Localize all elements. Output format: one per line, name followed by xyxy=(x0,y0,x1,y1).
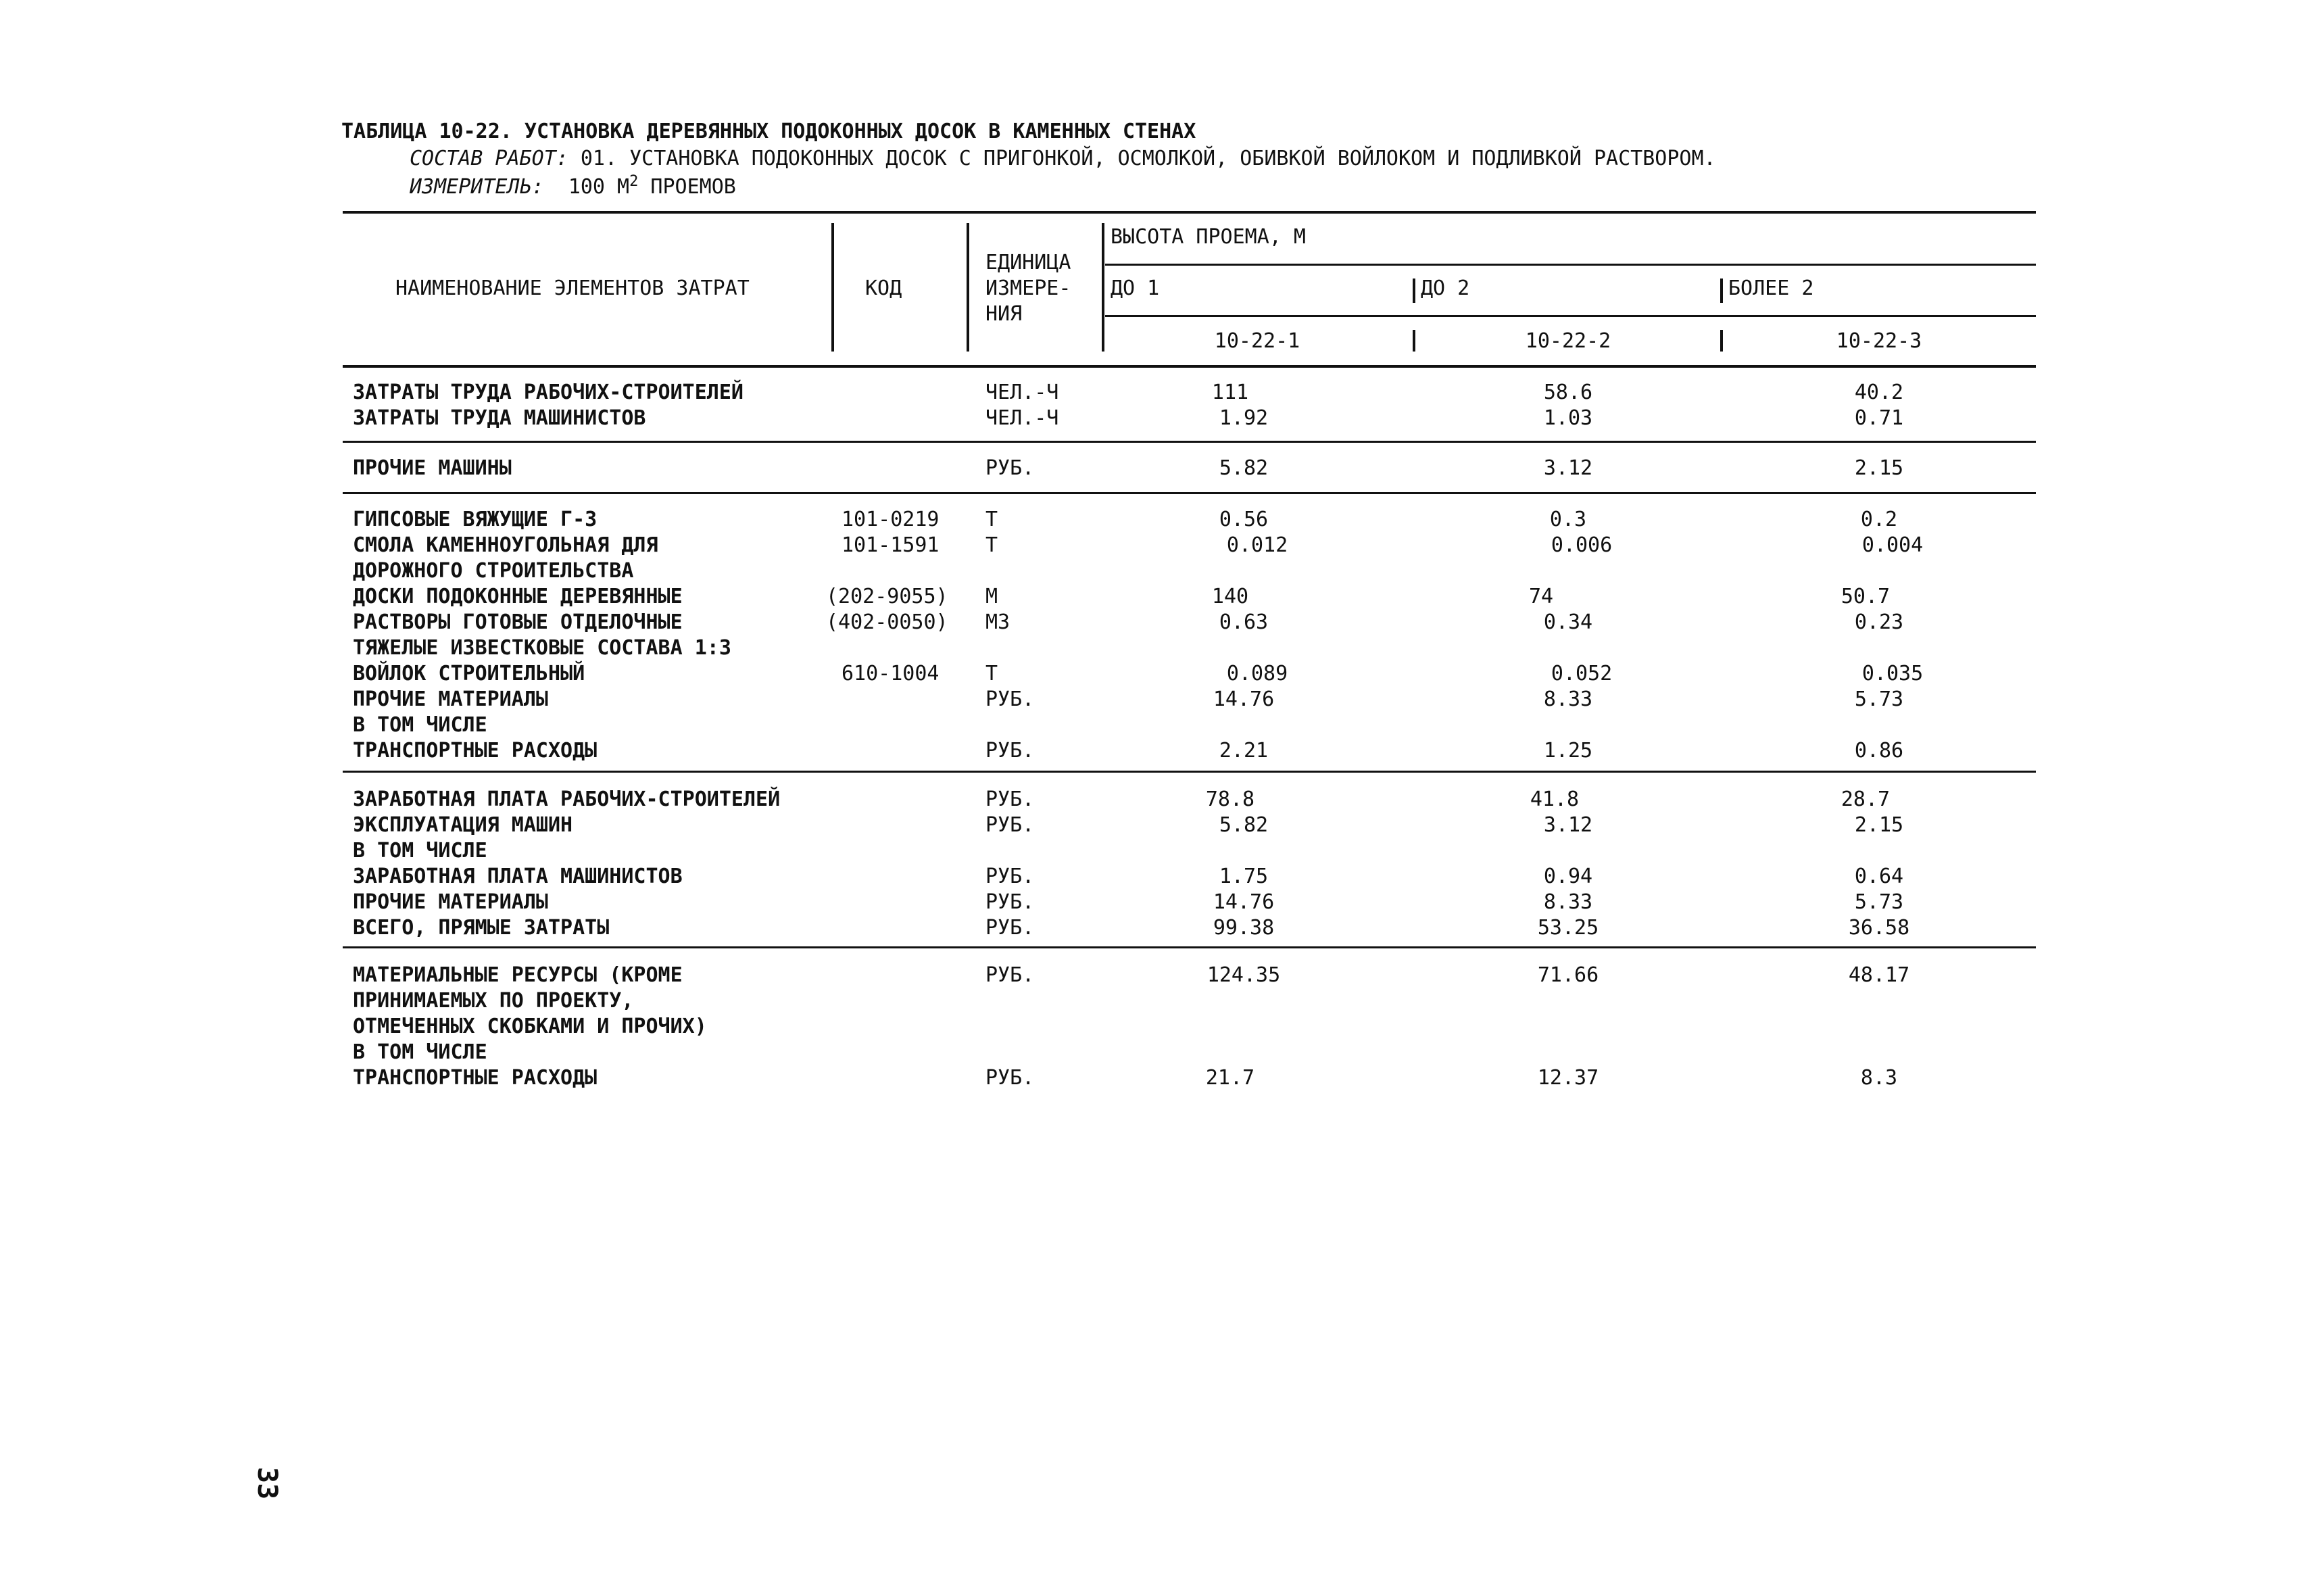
table-row-name: МАТЕРИАЛЬНЫЕ РЕСУРСЫ (КРОМЕ xyxy=(353,963,683,987)
table-row-code: (402-0050) xyxy=(826,610,948,634)
header-mid-rule-2 xyxy=(1105,315,2036,317)
table-row-value: 21.7 xyxy=(1205,1066,1255,1090)
table-row-value: 40.2 xyxy=(1854,381,1904,404)
table-row-value: 41.8 xyxy=(1530,788,1580,811)
table-row-value: 14.76 xyxy=(1213,687,1275,711)
table-row-name: В ТОМ ЧИСЛЕ xyxy=(353,1040,487,1064)
table-row-value: 1.75 xyxy=(1219,865,1269,888)
table-row-value: 0.035 xyxy=(1861,662,1924,685)
table-row-value: 0.34 xyxy=(1543,610,1593,634)
measure-label: ИЗМЕРИТЕЛЬ: xyxy=(410,175,544,199)
header-code-col: КОД xyxy=(865,276,902,300)
table-row-unit: РУБ. xyxy=(985,1066,1035,1090)
table-row-name: ДОРОЖНОГО СТРОИТЕЛЬСТВА xyxy=(353,559,634,583)
table-row-value: 111 xyxy=(1211,381,1249,404)
measure-line xyxy=(410,174,736,197)
table-row-name: В ТОМ ЧИСЛЕ xyxy=(353,839,487,863)
table-row-unit: Т xyxy=(985,508,998,531)
table-row-value: 5.73 xyxy=(1854,687,1904,711)
table-row-name: ТРАНСПОРТНЫЕ РАСХОДЫ xyxy=(353,739,598,763)
table-row-name: ДОСКИ ПОДОКОННЫЕ ДЕРЕВЯННЫЕ xyxy=(353,585,683,608)
table-row-code: 101-0219 xyxy=(842,508,940,531)
table-row-value: 0.94 xyxy=(1543,865,1593,888)
table-row-value: 14.76 xyxy=(1213,890,1275,914)
table-row-value: 0.86 xyxy=(1854,739,1904,763)
table-row-value: 8.3 xyxy=(1860,1066,1898,1090)
measure-sup: 2 xyxy=(629,173,639,190)
header-name-col: НАИМЕНОВАНИЕ ЭЛЕМЕНТОВ ЗАТРАТ xyxy=(395,276,750,300)
table-row-name: ГИПСОВЫЕ ВЯЖУЩИЕ Г-3 xyxy=(353,508,598,531)
table-row-name: СМОЛА КАМЕННОУГОЛЬНАЯ ДЛЯ xyxy=(353,533,658,557)
table-row-name: ПРОЧИЕ МАШИНЫ xyxy=(353,456,512,480)
table-row-name: ВСЕГО, ПРЯМЫЕ ЗАТРАТЫ xyxy=(353,916,610,940)
table-row-value: 53.25 xyxy=(1537,916,1599,940)
table-row-name: ВОЙЛОК СТРОИТЕЛЬНЫЙ xyxy=(353,662,585,685)
table-row-unit: РУБ. xyxy=(985,813,1035,837)
table-row-value: 36.58 xyxy=(1848,916,1910,940)
table-row-unit: М xyxy=(985,585,998,608)
table-title: ТАБЛИЦА 10-22. УСТАНОВКА ДЕРЕВЯННЫХ ПОДОКОННЫХ ДОСОК В КАМЕННЫХ СТЕНАХ xyxy=(341,120,1196,143)
table-row-value: 1.03 xyxy=(1543,406,1593,430)
table-row-value: 5.82 xyxy=(1219,456,1269,480)
table-row-value: 58.6 xyxy=(1543,381,1593,404)
table-row-value: 0.052 xyxy=(1551,662,1613,685)
table-row-value: 12.37 xyxy=(1537,1066,1599,1090)
table-row-value: 71.66 xyxy=(1537,963,1599,987)
section-rule-1 xyxy=(343,441,2036,443)
table-row-unit: РУБ. xyxy=(985,456,1035,480)
table-row-value: 1.25 xyxy=(1543,739,1593,763)
table-row-value: 99.38 xyxy=(1213,916,1275,940)
section-rule-3 xyxy=(343,771,2036,773)
table-row-code: 610-1004 xyxy=(842,662,940,685)
table-row-value: 0.2 xyxy=(1860,508,1898,531)
table-row-name: ТРАНСПОРТНЫЕ РАСХОДЫ xyxy=(353,1066,598,1090)
section-rule-2 xyxy=(343,492,2036,494)
table-row-name: ПРОЧИЕ МАТЕРИАЛЫ xyxy=(353,687,548,711)
header-unit-col-2: ИЗМЕРЕ- xyxy=(985,276,1071,300)
table-row-value: 0.23 xyxy=(1854,610,1904,634)
table-row-value: 0.089 xyxy=(1226,662,1288,685)
table-row-unit: РУБ. xyxy=(985,890,1035,914)
table-row-value: 5.73 xyxy=(1854,890,1904,914)
composition-text: 01. УСТАНОВКА ПОДОКОННЫХ ДОСОК С ПРИГОНКОЙ, ОСМОЛКОЙ, ОБИВКОЙ ВОЙЛОКОМ И ПОДЛИВКОЙ РАСТВОРОМ. xyxy=(580,147,1716,170)
table-row-value: 50.7 xyxy=(1841,585,1891,608)
table-row-name: ЗАТРАТЫ ТРУДА МАШИНИСТОВ xyxy=(353,406,646,430)
table-row-unit: РУБ. xyxy=(985,963,1035,987)
header-bottom-rule xyxy=(343,365,2036,368)
table-row-value: 3.12 xyxy=(1543,456,1593,480)
table-row-unit: РУБ. xyxy=(985,788,1035,811)
table-row-value: 124.35 xyxy=(1207,963,1281,987)
table-row-value: 0.004 xyxy=(1861,533,1924,557)
table-row-value: 0.3 xyxy=(1549,508,1587,531)
table-row-value: 140 xyxy=(1211,585,1249,608)
header-code2: 10-22-2 xyxy=(1525,329,1611,353)
table-row-value: 0.64 xyxy=(1854,865,1904,888)
divider-sub2 xyxy=(1413,279,1415,303)
table-row-value: 0.71 xyxy=(1854,406,1904,430)
divider-code-unit xyxy=(967,223,969,352)
table-row-unit: ЧЕЛ.-Ч xyxy=(985,381,1059,404)
header-height-group: ВЫСОТА ПРОЕМА, М xyxy=(1111,225,1306,249)
table-row-value: 0.006 xyxy=(1551,533,1613,557)
table-row-name: РАСТВОРЫ ГОТОВЫЕ ОТДЕЛОЧНЫЕ xyxy=(353,610,683,634)
table-row-value: 3.12 xyxy=(1543,813,1593,837)
table-row-code: 101-1591 xyxy=(842,533,940,557)
table-row-value: 1.92 xyxy=(1219,406,1269,430)
table-row-value: 8.33 xyxy=(1543,890,1593,914)
divider-sub3 xyxy=(1720,279,1723,303)
table-row-name: ЗАРАБОТНАЯ ПЛАТА РАБОЧИХ-СТРОИТЕЛЕЙ xyxy=(353,788,781,811)
measure-tail: ПРОЕМОВ xyxy=(638,175,736,199)
table-row-value: 0.56 xyxy=(1219,508,1269,531)
table-row-value: 2.15 xyxy=(1854,813,1904,837)
table-row-unit: РУБ. xyxy=(985,739,1035,763)
table-row-unit: Т xyxy=(985,533,998,557)
divider-code2 xyxy=(1413,330,1415,352)
table-row-name: ЗАРАБОТНАЯ ПЛАТА МАШИНИСТОВ xyxy=(353,865,683,888)
table-row-name: ЭКСПЛУАТАЦИЯ МАШИН xyxy=(353,813,573,837)
table-row-value: 0.63 xyxy=(1219,610,1269,634)
divider-name-code xyxy=(831,223,834,352)
header-sub1: ДО 1 xyxy=(1111,276,1160,300)
table-row-name: ПРИНИМАЕМЫХ ПО ПРОЕКТУ, xyxy=(353,989,634,1013)
table-row-value: 2.21 xyxy=(1219,739,1269,763)
header-code1: 10-22-1 xyxy=(1214,329,1300,353)
table-row-unit: М3 xyxy=(985,610,1010,634)
divider-unit-values xyxy=(1102,223,1104,352)
table-row-name: ПРОЧИЕ МАТЕРИАЛЫ xyxy=(353,890,548,914)
divider-code3 xyxy=(1720,330,1723,352)
section-rule-4 xyxy=(343,946,2036,948)
table-row-unit: РУБ. xyxy=(985,865,1035,888)
table-row-value: 8.33 xyxy=(1543,687,1593,711)
table-row-name: ОТМЕЧЕННЫХ СКОБКАМИ И ПРОЧИХ) xyxy=(353,1015,707,1038)
header-unit-col-1: ЕДИНИЦА xyxy=(985,251,1071,274)
page-number: 33 xyxy=(251,1467,283,1500)
header-sub3: БОЛЕЕ 2 xyxy=(1728,276,1814,300)
measure-value: 100 М xyxy=(568,175,630,199)
table-row-value: 78.8 xyxy=(1205,788,1255,811)
table-row-unit: ЧЕЛ.-Ч xyxy=(985,406,1059,430)
table-row-unit: РУБ. xyxy=(985,916,1035,940)
header-code3: 10-22-3 xyxy=(1836,329,1922,353)
table-row-value: 48.17 xyxy=(1848,963,1910,987)
table-row-code: (202-9055) xyxy=(826,585,948,608)
table-row-value: 74 xyxy=(1528,585,1554,608)
table-row-value: 0.012 xyxy=(1226,533,1288,557)
composition-label: СОСТАВ РАБОТ: xyxy=(410,147,568,170)
table-row-name: В ТОМ ЧИСЛЕ xyxy=(353,713,487,737)
header-top-rule xyxy=(343,211,2036,214)
table-row-value: 5.82 xyxy=(1219,813,1269,837)
header-mid-rule xyxy=(1105,264,2036,266)
table-row-unit: РУБ. xyxy=(985,687,1035,711)
composition-line xyxy=(410,149,1716,169)
table-row-value: 28.7 xyxy=(1841,788,1891,811)
table-row-unit: Т xyxy=(985,662,998,685)
table-row-name: ЗАТРАТЫ ТРУДА РАБОЧИХ-СТРОИТЕЛЕЙ xyxy=(353,381,744,404)
header-sub2: ДО 2 xyxy=(1421,276,1470,300)
table-row-name: ТЯЖЕЛЫЕ ИЗВЕСТКОВЫЕ СОСТАВА 1:3 xyxy=(353,636,731,660)
table-row-value: 2.15 xyxy=(1854,456,1904,480)
header-unit-col-3: НИЯ xyxy=(985,302,1023,326)
